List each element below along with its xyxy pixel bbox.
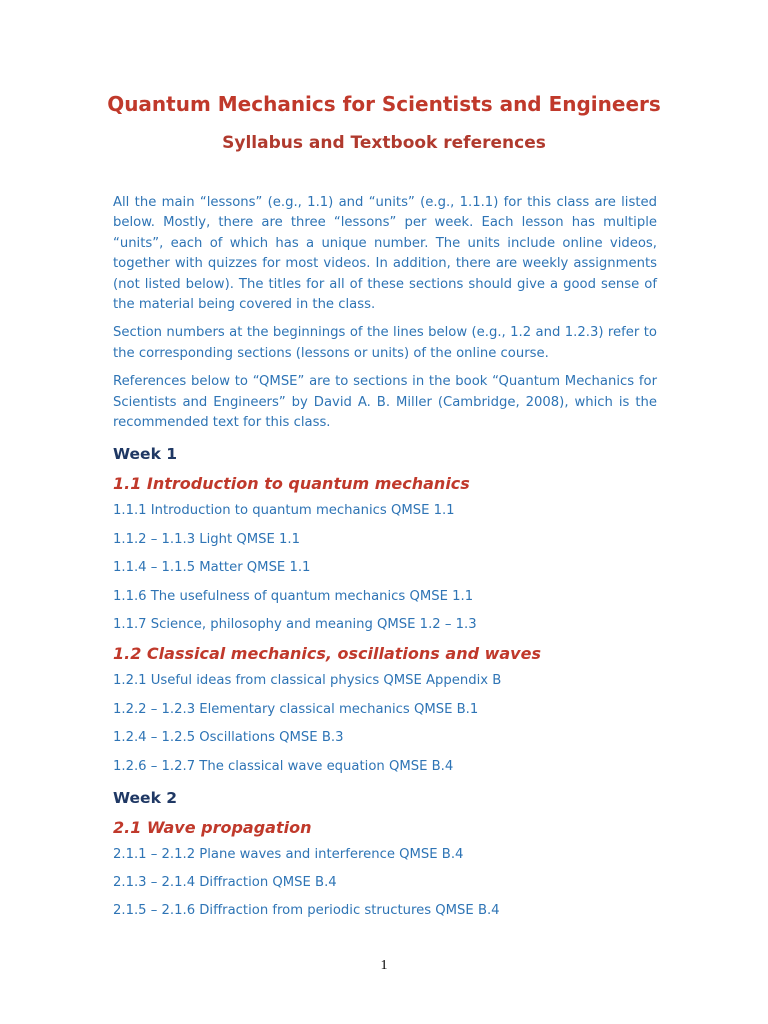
document-body (113, 193, 657, 930)
week-heading: Week 2 (113, 788, 178, 807)
unit-list (113, 671, 657, 776)
lesson-heading: 1.2 Classical mechanics, oscillations and waves (113, 644, 541, 664)
unit-item: 1.2.6 – 1.2.7 The classical wave equation QMSE B.4 (113, 758, 454, 774)
week-heading: Week 1 (113, 445, 178, 464)
document-subtitle: Syllabus and Textbook references (222, 133, 546, 153)
unit-item: 1.1.1 Introduction to quantum mechanics QMSE 1.1 (113, 503, 455, 519)
intro-paragraph: Section numbers at the beginnings of the lines below (e.g., 1.2 and 1.2.3) refer to the corresponding sections (lessons or units) of the online course. (113, 325, 657, 361)
page-number: 1 (380, 958, 388, 973)
unit-item: 2.1.5 – 2.1.6 Diffraction from periodic structures QMSE B.4 (113, 903, 500, 919)
unit-item: 2.1.3 – 2.1.4 Diffraction QMSE B.4 (113, 874, 337, 890)
unit-item: 1.1.4 – 1.1.5 Matter QMSE 1.1 (113, 560, 311, 576)
unit-item: 1.1.2 – 1.1.3 Light QMSE 1.1 (113, 531, 301, 547)
unit-item: 1.2.4 – 1.2.5 Oscillations QMSE B.3 (113, 730, 344, 746)
unit-item: 1.1.7 Science, philosophy and meaning QMSE 1.2 – 1.3 (113, 617, 477, 633)
intro-paragraph: All the main “lessons” (e.g., 1.1) and “units” (e.g., 1.1.1) for this class are listed below. Mostly, there are three “lessons” per week. Each lesson has multiple “units”, each of which has a unique number. The units include online videos, together with quizzes for most videos. In addition, there are weekly assignments (not listed below). The titles for all of these sections should give a good sense of the material being covered in the class. (113, 195, 657, 313)
lesson-heading: 2.1 Wave propagation (113, 817, 312, 837)
unit-item: 1.1.6 The usefulness of quantum mechanics QMSE 1.1 (113, 588, 474, 604)
document-title: Quantum Mechanics for Scientists and Engineers (107, 92, 661, 116)
unit-item: 1.2.2 – 1.2.3 Elementary classical mechanics QMSE B.1 (113, 701, 479, 717)
unit-item: 2.1.1 – 2.1.2 Plane waves and interference QMSE B.4 (113, 846, 464, 862)
lesson-heading: 1.1 Introduction to quantum mechanics (113, 474, 470, 494)
intro-paragraph: References below to “QMSE” are to sections in the book “Quantum Mechanics for Scientists and Engineers” by David A. B. Miller (Cambridge, 2008), which is the recommended text for this class. (113, 374, 657, 431)
unit-list (113, 845, 657, 922)
unit-list (113, 501, 657, 635)
unit-item: 1.2.1 Useful ideas from classical physics QMSE Appendix B (113, 673, 502, 689)
